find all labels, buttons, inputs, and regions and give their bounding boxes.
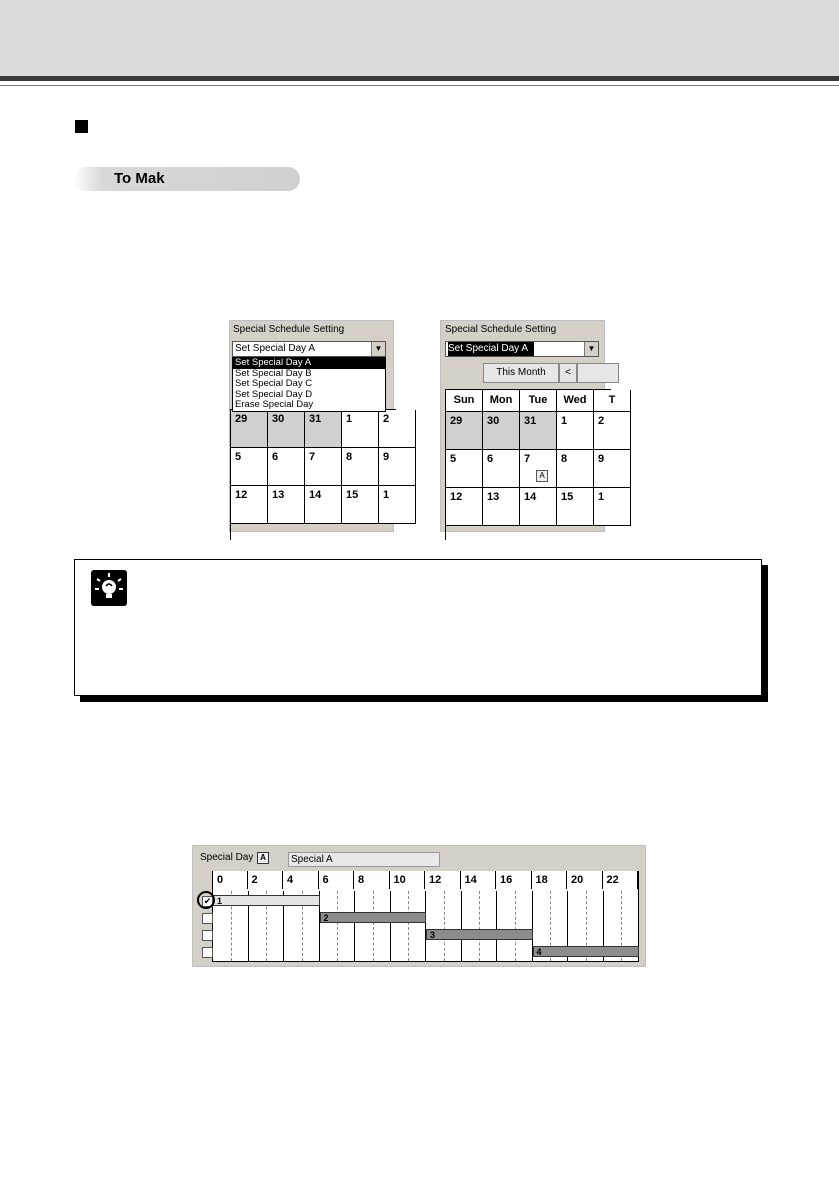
check-highlight-circle (197, 891, 215, 909)
day-number: 5 (450, 453, 457, 465)
day-number: 2 (383, 413, 390, 425)
weekday-header: T (594, 390, 631, 412)
row-enable-checkbox[interactable]: ✔ (203, 896, 212, 906)
calendar-day-cell[interactable] (305, 486, 342, 524)
section-bullet-icon (75, 120, 88, 133)
calendar-grid (230, 409, 396, 540)
row-enable-checkbox[interactable] (202, 913, 213, 924)
panel-title: Special Schedule Setting (233, 324, 345, 335)
dropdown-option[interactable]: Set Special Day D (235, 388, 313, 400)
day-number: 15 (346, 489, 359, 501)
calendar-day-cell[interactable] (483, 450, 520, 488)
row-enable-checkbox[interactable] (202, 947, 213, 958)
hour-label: 22 (603, 871, 639, 889)
weekday-header: Tue (520, 390, 557, 412)
weekday-header: Sun (446, 390, 483, 412)
day-number: 31 (309, 413, 322, 425)
calendar-day-cell[interactable] (594, 412, 631, 450)
subheading-pill (74, 167, 300, 191)
schedule-bar[interactable]: 3 (426, 929, 533, 940)
day-number: 9 (383, 451, 390, 463)
day-number: 12 (235, 489, 248, 501)
day-number: 9 (598, 453, 605, 465)
hour-label: 0 (212, 871, 248, 889)
header-rule (0, 76, 839, 81)
calendar-day-cell[interactable] (305, 448, 342, 486)
calendar-day-cell[interactable] (379, 410, 416, 448)
special-day-select[interactable] (445, 341, 599, 357)
toolbar-strip (577, 363, 619, 383)
calendar-day-cell[interactable] (342, 448, 379, 486)
calendar-day-cell[interactable] (268, 486, 305, 524)
tip-box (74, 559, 762, 696)
select-value: Set Special Day A (235, 343, 316, 354)
calendar-day-cell[interactable] (446, 488, 483, 526)
day-number: 12 (450, 491, 463, 503)
day-number: 7 (524, 453, 531, 465)
hour-label: 4 (283, 871, 319, 889)
day-number: 5 (235, 451, 242, 463)
day-number: 1 (561, 415, 568, 427)
hour-label: 8 (354, 871, 390, 889)
calendar-day-cell[interactable] (557, 450, 594, 488)
hour-label: 2 (248, 871, 284, 889)
select-value: Set Special Day A (448, 342, 534, 356)
calendar-day-cell[interactable] (268, 448, 305, 486)
dropdown-option[interactable]: Set Special Day C (235, 378, 313, 389)
hour-label: 20 (567, 871, 603, 889)
calendar-grid (445, 389, 616, 540)
day-number: 8 (561, 453, 568, 465)
special-day-badge: A (257, 852, 269, 864)
calendar-day-cell[interactable] (342, 486, 379, 524)
calendar-day-cell[interactable] (379, 448, 416, 486)
day-number: 2 (598, 415, 605, 427)
calendar-day-cell[interactable] (520, 412, 557, 450)
page-header-band (0, 0, 839, 76)
special-day-label: Special Day (200, 852, 254, 863)
panel-title: Special Schedule Setting (445, 324, 557, 335)
calendar-day-cell[interactable] (231, 486, 268, 524)
hour-label: 14 (461, 871, 497, 889)
calendar-day-cell[interactable] (446, 450, 483, 488)
calendar-day-cell[interactable] (594, 450, 631, 488)
hour-label: 16 (496, 871, 532, 889)
special-schedule-panel-right (440, 320, 616, 532)
day-number: 6 (272, 451, 279, 463)
day-number: 31 (524, 415, 537, 427)
day-number: 1 (383, 489, 390, 501)
day-number: 13 (487, 491, 500, 503)
schedule-bar[interactable]: 1 (213, 895, 320, 906)
calendar-day-cell[interactable] (305, 410, 342, 448)
calendar-day-cell[interactable] (446, 412, 483, 450)
special-day-dropdown[interactable] (232, 357, 386, 412)
calendar-day-cell[interactable] (231, 410, 268, 448)
hour-label: 18 (532, 871, 568, 889)
calendar-day-cell[interactable] (557, 412, 594, 450)
day-number: 1 (346, 413, 353, 425)
this-month-button[interactable]: This Month (483, 363, 559, 383)
hour-label: 10 (390, 871, 426, 889)
special-day-name-field[interactable]: Special A (288, 852, 440, 867)
weekday-header: Mon (483, 390, 520, 412)
special-day-schedule-panel (192, 845, 646, 967)
day-number: 1 (598, 491, 605, 503)
day-number: 29 (235, 413, 248, 425)
dropdown-option[interactable]: Erase Special Day (235, 399, 314, 410)
hour-label: 12 (425, 871, 461, 889)
subheading-text: To Mak (114, 170, 165, 187)
special-day-select[interactable] (232, 341, 386, 357)
lightbulb-icon (91, 570, 127, 606)
calendar-day-cell[interactable] (520, 488, 557, 526)
calendar-day-cell[interactable] (557, 488, 594, 526)
calendar-day-cell[interactable] (342, 410, 379, 448)
header-thin-rule (0, 85, 839, 86)
timeline-bars (193, 846, 645, 966)
special-schedule-panel-left (229, 320, 394, 532)
calendar-day-cell[interactable] (520, 450, 557, 488)
previous-month-button[interactable]: < (559, 363, 577, 383)
day-number: 13 (272, 489, 285, 501)
day-number: 15 (561, 491, 574, 503)
day-number: 14 (524, 491, 537, 503)
day-number: 8 (346, 451, 353, 463)
hour-label: 6 (319, 871, 355, 889)
calendar-day-cell[interactable] (483, 488, 520, 526)
dropdown-option[interactable]: Set Special Day B (235, 367, 312, 379)
day-number: 14 (309, 489, 322, 501)
special-day-marker: A (536, 470, 548, 482)
chevron-down-icon[interactable]: ▼ (584, 342, 598, 356)
schedule-bar[interactable]: 2 (320, 912, 427, 923)
day-number: 30 (272, 413, 285, 425)
weekday-header: Wed (557, 390, 594, 412)
calendar-day-cell[interactable] (379, 486, 416, 524)
day-number: 6 (487, 453, 494, 465)
schedule-bar[interactable]: 4 (533, 946, 640, 957)
calendar-day-cell[interactable] (483, 412, 520, 450)
day-number: 30 (487, 415, 500, 427)
calendar-day-cell[interactable] (268, 410, 305, 448)
chevron-down-icon[interactable]: ▼ (371, 342, 385, 356)
calendar-day-cell[interactable] (594, 488, 631, 526)
day-number: 29 (450, 415, 463, 427)
row-enable-checkbox[interactable] (202, 930, 213, 941)
calendar-day-cell[interactable] (231, 448, 268, 486)
dropdown-option[interactable]: Set Special Day A (233, 358, 385, 369)
day-number: 7 (309, 451, 316, 463)
